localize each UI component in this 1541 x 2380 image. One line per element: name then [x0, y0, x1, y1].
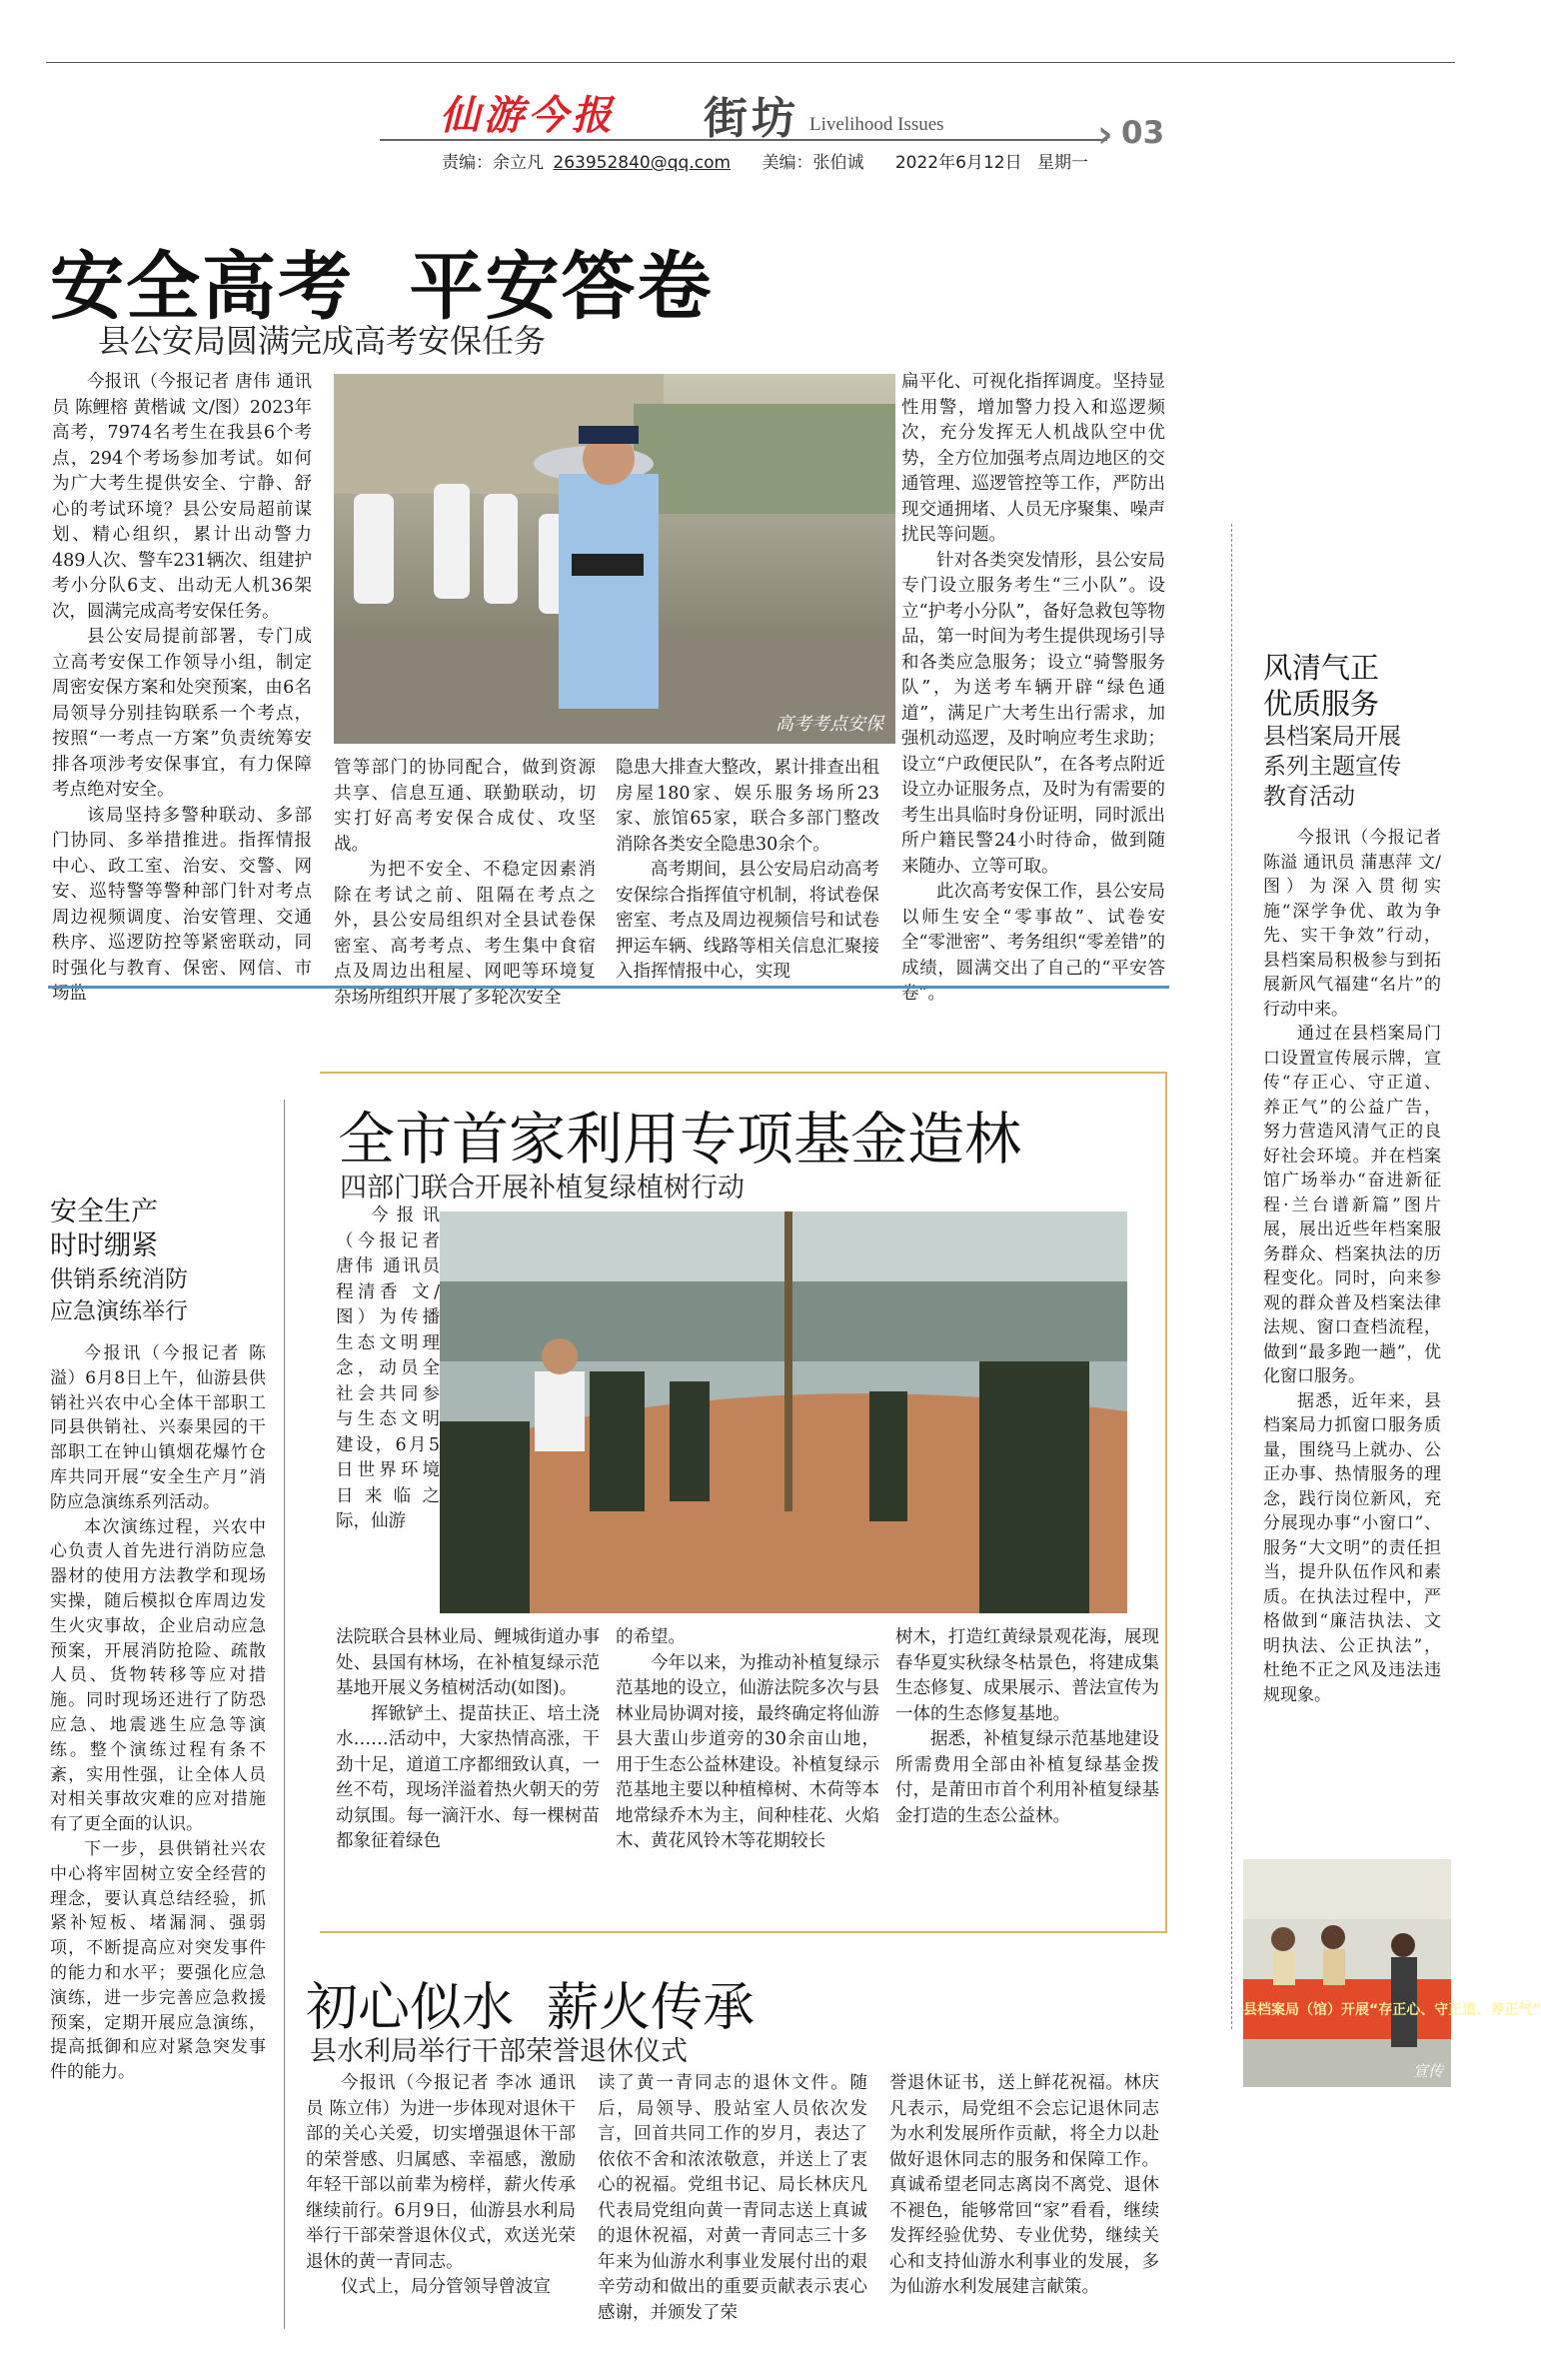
- paragraph: 隐患大排查大整改，累计排查出租房屋180家、娱乐服务场所23家、旅馆65家，联合多部门整改消除各类安全隐患30余个。: [616, 758, 879, 855]
- article2-col3: [895, 1625, 1159, 1915]
- article3-col3: [889, 2071, 1159, 2367]
- paper-name: 仙游今报: [440, 92, 616, 139]
- photo-archive-exhibit: [1243, 1859, 1541, 2087]
- article1-col4: [901, 370, 1165, 1004]
- paragraph: 高考期间，县公安局启动高考安保综合指挥值守机制，将试卷保密室、考点及周边视频信号和试卷押运车辆、线路等相关信息汇聚接入指挥情报中心，实现: [616, 860, 879, 982]
- weekday: 星期一: [1036, 153, 1088, 173]
- paragraph: 下一步，县供销社兴农中心将牢固树立安全经营的理念，要认真总结经验，抓紧补短板、堵漏洞、强弱项，不断提高应对突发事件的能力和水平；要强化应急演练，进一步完善应急救援预案，定期开展应急演练，提高抵御和应对紧急突发事件的能力。: [50, 1838, 266, 2083]
- article2-col1: [336, 1625, 600, 1915]
- paragraph: 通过在县档案局门口设置宣传展示牌，宣传“存正心、守正道、养正气”的公益广告，努力营造风清气正的良好社会环境。并在档案馆广场举办“奋进新征程·兰台谱新篇”图片展，展出近些年档案服务群众、档案执法的历程变化。同时，向来参观的群众普及档案法律法规、窗口查档流程，做到“最多跑一趟”，优化窗口服务。: [1263, 1024, 1441, 1386]
- subheadline-3: 县水利局举行干部荣誉退休仪式: [310, 2036, 688, 2067]
- paragraph: 为把不安全、不稳定因素消除在考试之前、阻隔在考点之外，县公安局组织对全县试卷保密室、高考考点、考生集中食宿点及周边出租屋、网吧等环境复杂场所组织开展了多轮次安全: [334, 860, 596, 1008]
- planting-photo-image: [440, 1211, 1127, 1613]
- paragraph: 此次高考安保工作，县公安局以师生安全“零事故”、试卷安全“零泄密”、考务组织“零差错”的成绩，圆满交出了自己的“平安答卷”。: [901, 882, 1165, 1004]
- left-title-line: 安全生产: [50, 1196, 158, 1227]
- paragraph: 今年以来，为推动补植复绿示范基地的设立，仙游法院多次与县林业局协调对接，最终确定将仙游县大蜚山步道旁的30余亩山地，用于生态公益林建设。补植复绿示范基地主要以种植樟树、木荷等本地常绿乔木为主，间种桂花、火焰木、黄花风铃木等花期较长: [616, 1652, 879, 1851]
- photo-exam-security: [334, 374, 895, 744]
- paragraph: 仪式上，局分管领导曾波宣: [341, 2277, 551, 2297]
- right-subtitle-line: 系列主题宣传: [1263, 754, 1401, 780]
- designer: 美编：张伯诚: [762, 153, 864, 173]
- paragraph: 县公安局提前部署，专门成立高考安保工作领导小组，制定周密安保方案和处突预案，由6名局领导分别挂钩联系一个考点，按照“一考点一方案”负责统筹安排各项涉考安保事宜，有力保障考点绝对安全。: [52, 627, 312, 800]
- article3-col1: [306, 2071, 576, 2367]
- exam-photo-image: [334, 374, 895, 744]
- photo-caption: 高考考点安保: [775, 714, 883, 735]
- photo-caption: 宣传: [1412, 2062, 1443, 2080]
- right-title-line: 优质服务: [1263, 687, 1380, 721]
- top-rule: [46, 62, 1455, 63]
- paragraph: 法院联合县林业局、鲤城街道办事处、县国有林场，在补植复绿示范基地开展义务植树活动(如图)。: [336, 1627, 600, 1698]
- left-title-line: 时时绷紧: [50, 1230, 158, 1261]
- right-title-line: 风清气正: [1263, 651, 1380, 685]
- section-divider-blue: [48, 986, 1169, 989]
- subheadline-2: 四部门联合开展补植复绿植树行动: [340, 1173, 745, 1203]
- paragraph: 的希望。: [616, 1627, 686, 1647]
- paragraph: 今报讯（今报记者 陈溢）6月8日上午，仙游县供销社兴农中心全体干部职工同县供销社、兴泰果园的干部职工在钟山镇烟花爆竹仓库共同开展“安全生产月”消防应急演练系列活动。: [50, 1343, 266, 1512]
- editor: 责编：余立凡: [442, 153, 544, 173]
- paragraph: 今报讯（今报记者 陈溢 通讯员 蒲惠萍 文/图）为深入贯彻实施“深学争优、敢为争先、实干争效”行动，县档案局积极参与到拓展新风气福建“名片”的行动中来。: [1263, 828, 1441, 1020]
- headline-3: 初心似水 薪火传承: [306, 1978, 756, 2038]
- article1-col3: [616, 756, 879, 982]
- subheadline-1: 县公安局圆满完成高考安保任务: [98, 322, 547, 360]
- paragraph: 据悉，近年来，县档案局力抓窗口服务质量，围绕马上就办、公正办事、热情服务的理念，践行岗位新风，充分展现办事“小窗口”、服务“大文明”的责任担当，提升队伍作风和素质。在执法过程中，严格做到“廉洁执法、文明执法、公正执法”，杜绝不正之风及违法违规现象。: [1263, 1390, 1441, 1705]
- left-subheadline: [50, 1263, 188, 1327]
- article2-col2: [616, 1625, 879, 1915]
- right-subheadline: [1263, 722, 1401, 812]
- paragraph: 本次演练过程，兴农中心负责人首先进行消防应急器材的使用方法教学和现场实操，随后模拟仓库周边发生火灾事故，企业启动应急预案，开展消防抢险、疏散人员、货物转移等应对措施。同时现场还进行了防恐应急、地震逃生应急等演练。整个演练过程有条不紊，实用性强，让全体人员对相关事故灾难的应对措施有了更全面的认识。: [50, 1516, 266, 1835]
- left-subtitle-line: 供销系统消防: [50, 1266, 188, 1292]
- paragraph: 今报讯（今报记者 李冰 通讯员 陈立伟）为进一步体现对退休干部的关心关爱，切实增强退休干部的荣誉感、归属感、幸福感，激励年轻干部以前辈为榜样，薪火传承继续前行。6月9日，仙游县水利局举行干部荣誉退休仪式，欢送光荣退休的黄一青同志。: [306, 2073, 576, 2272]
- header-rule: [380, 139, 1107, 141]
- issue-date: 2022年6月12日: [894, 153, 1022, 173]
- left-article-body: [50, 1341, 266, 2161]
- article1-col2: [334, 756, 596, 1008]
- headline-1: 安全高考 平安答卷: [50, 244, 714, 330]
- paragraph: 今报讯（今报记者 唐伟 通讯员 程清香 文/图）为传播生态文明理念，动员全社会共同参与生态文明建设，6月5日世界环境日来临之际，仙游: [336, 1205, 440, 1531]
- paragraph: 针对各类突发情形，县公安局专门设立服务考生“三小队”。设立“护考小分队”，备好急救包等物品，第一时间为考生提供现场引导和各类应急服务；设立“骑警服务队”，为送考车辆开辟“绿色通道”，满足广大考生出行需求，加强机动巡逻，及时响应考生求助；设立“户政便民队”，在各考点附近设立办证服务点，及时为有需要的考生出具临时身份证明，同时派出所户籍民警24小时待命，做到随来随办、立等可取。: [901, 550, 1165, 877]
- section-subtitle: Livelihood Issues: [809, 114, 944, 135]
- right-column-rule: [1231, 524, 1232, 2029]
- section-title: 街坊: [704, 93, 799, 144]
- right-headline: [1263, 650, 1379, 722]
- right-article-body: [1263, 826, 1441, 1825]
- chevron-icon: ›: [1097, 112, 1113, 156]
- paragraph: 读了黄一青同志的退休文件。随后，局领导、股站室人员依次发言，回首共同工作的岁月，表达了依依不舍和浓浓敬意，并送上了衷心的祝福。党组书记、局长林庆凡代表局党组向黄一青同志送上真诚的退休祝福，对黄一青同志三十多年来为仙游水利事业发展付出的艰辛劳动和做出的重要贡献表示衷心感谢，并颁发了荣: [598, 2073, 867, 2323]
- page-number: 03: [1121, 115, 1165, 151]
- right-subtitle-line: 县档案局开展: [1263, 724, 1401, 750]
- article2-intro: [336, 1203, 440, 1623]
- headline-2: 全市首家利用专项基金造林: [338, 1107, 1021, 1173]
- paragraph: 挥锨铲土、提苗扶正、培土浇水……活动中，大家热情高涨，干劲十足，道道工序都细致认真，一丝不苟，现场洋溢着热火朝天的劳动氛围。每一滴汗水、每一棵树苗都象征着绿色: [336, 1703, 600, 1851]
- paragraph: 该局坚持多警种联动、多部门协同、多举措推进。指挥情报中心、政工室、治安、交警、网安、巡特警等警种部门针对考点周边视频调度、治安管理、交通秩序、巡逻防控等紧密联动，同时强化与教育、保密、网信、市场监: [52, 805, 312, 1004]
- article3-col2: [598, 2071, 867, 2367]
- left-column-rule: [284, 1100, 285, 2329]
- paragraph: 树木，打造红黄绿景观花海，展现春华夏实秋绿冬枯景色，将建成集生态修复、成果展示、普法宣传为一体的生态修复基地。: [895, 1627, 1159, 1724]
- banner-text: 县档案局（馆）开展“存正心、守正道、养正气”: [1243, 2002, 1541, 2018]
- left-headline: [50, 1195, 158, 1263]
- archive-photo-image: [1243, 1859, 1541, 2087]
- paragraph: 据悉，补植复绿示范基地建设所需费用全部由补植复绿基金拨付，是莆田市首个利用补植复绿基金打造的生态公益林。: [895, 1729, 1159, 1826]
- right-subtitle-line: 教育活动: [1263, 784, 1355, 810]
- paragraph: 誉退休证书，送上鲜花祝福。林庆凡表示，局党组不会忘记退休同志为水利发展所作贡献，将全力以赴做好退休同志的服务和保障工作。真诚希望老同志离岗不离党、退休不褪色，能够常回“家”看看，继续发挥经验优势、专业优势，继续关心和支持仙游水利事业的发展，多为仙游水利发展建言献策。: [889, 2073, 1159, 2297]
- photo-tree-planting: [440, 1211, 1127, 1613]
- email-link[interactable]: 263952840@qq.com: [553, 153, 732, 173]
- paragraph: 管等部门的协同配合，做到资源共享、信息互通、联勤联动，切实打好高考安保合成仗、攻坚战。: [334, 758, 596, 855]
- left-subtitle-line: 应急演练举行: [50, 1298, 188, 1324]
- paragraph: 扁平化、可视化指挥调度。坚持显性用警，增加警力投入和巡逻频次，充分发挥无人机战队空中优势，全方位加强考点周边地区的交通管理、巡逻管控等工作，严防出现交通拥堵、人员无序聚集、噪声扰民等问题。: [901, 372, 1165, 545]
- article1-col1: [52, 370, 312, 1004]
- byline-row: [442, 148, 1088, 173]
- paragraph: 今报讯（今报记者 唐伟 通讯员 陈鲤榕 黄楷诚 文/图）2023年高考，7974名考生在我县6个考点，294个考场参加考试。如何为广大考生提供安全、宁静、舒心的考试环境？县公安局超前谋划、精心组织，累计出动警力489人次、警车231辆次、组建护考小分队6支、出动无人机36架次，圆满完成高考安保任务。: [52, 372, 312, 622]
